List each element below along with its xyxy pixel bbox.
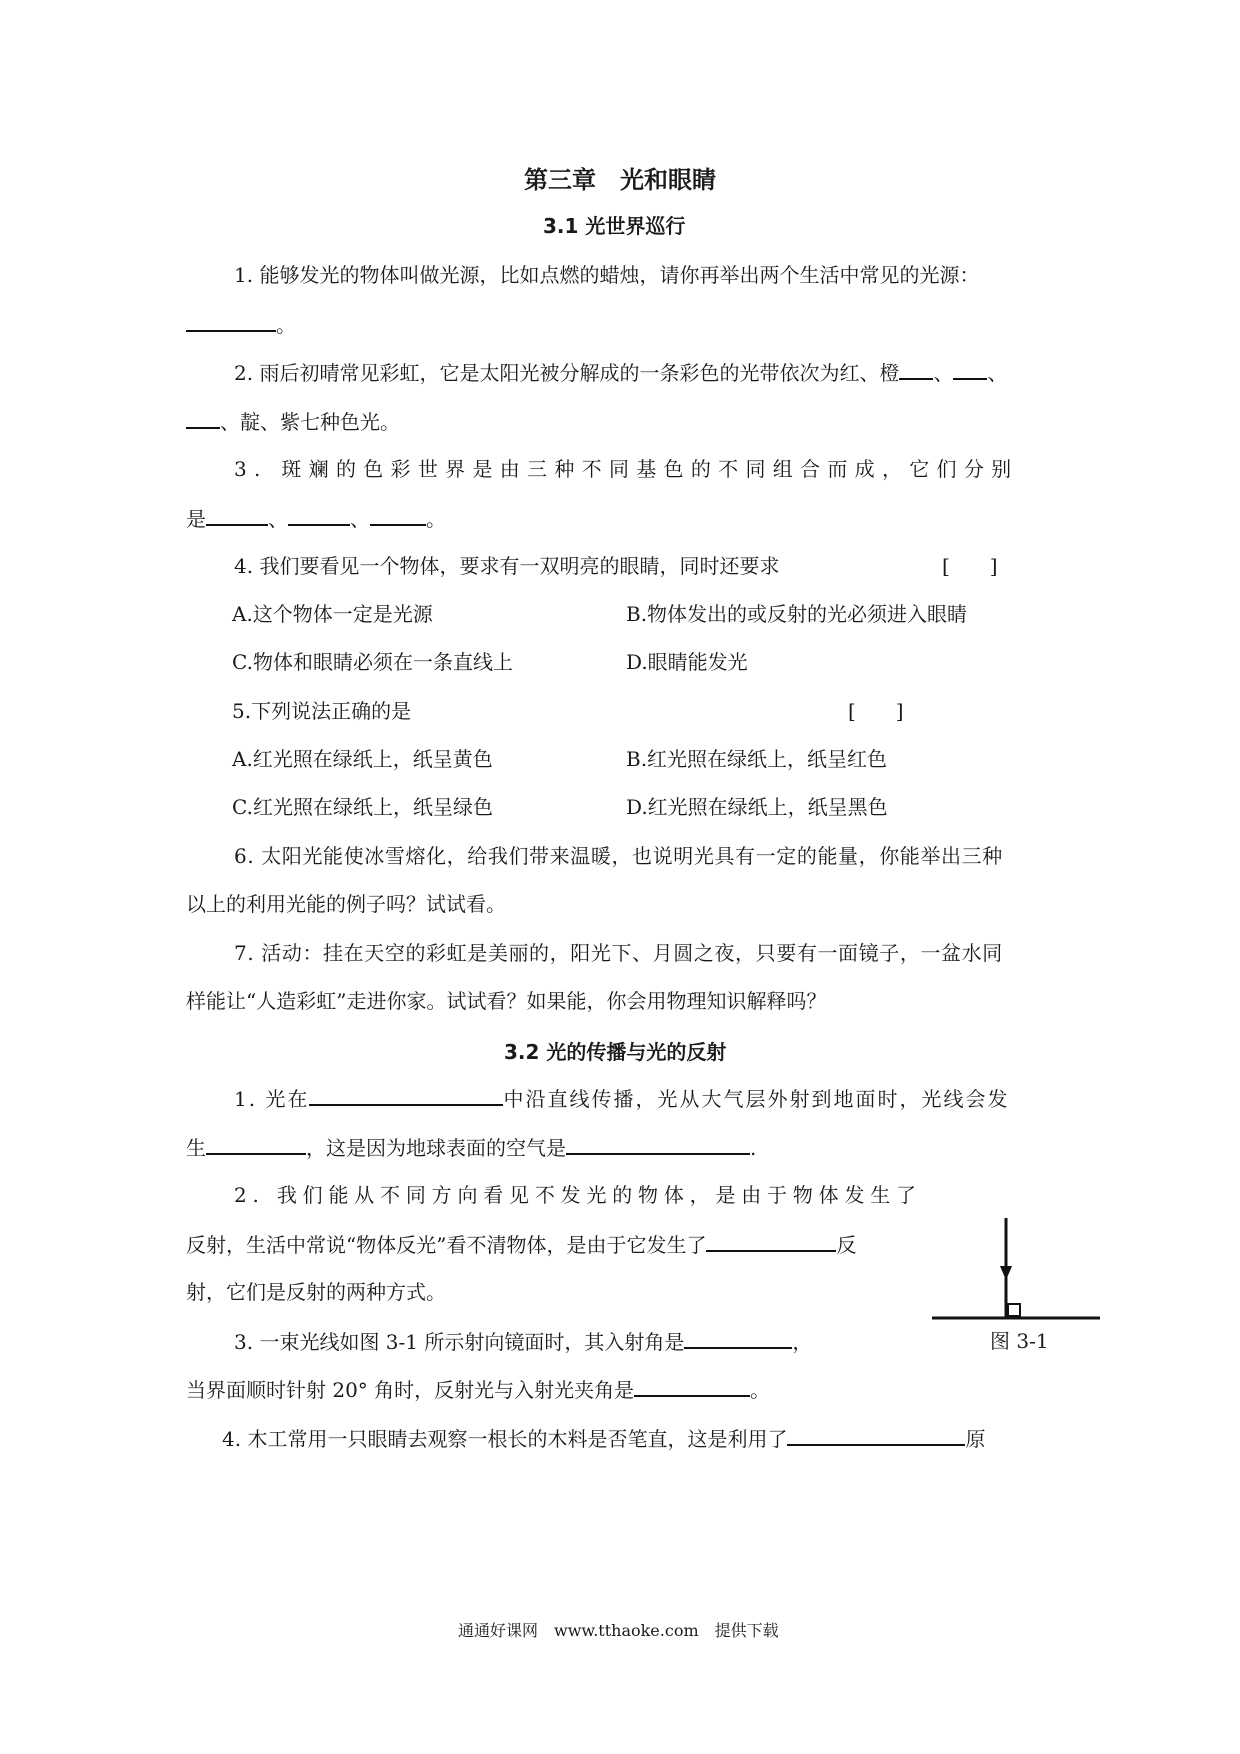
s1-q5-stem: 5.下列说法正确的是 bbox=[232, 699, 412, 723]
section-3-2-title: 3.2 光的传播与光的反射 bbox=[504, 1040, 727, 1064]
s1-q4-option-b[interactable]: B.物体发出的或反射的光必须进入眼睛 bbox=[626, 602, 968, 626]
s1-q4-option-c[interactable]: C.物体和眼睛必须在一条直线上 bbox=[232, 650, 513, 674]
s1-q4-stem: 4. 我们要看见一个物体，要求有一双明亮的眼睛，同时还要求 bbox=[234, 554, 780, 578]
s1-q4-option-d[interactable]: D.眼睛能发光 bbox=[626, 650, 748, 674]
s1-q1-line1: 1. 能够发光的物体叫做光源，比如点燃的蜡烛，请你再举出两个生活中常见的光源： bbox=[234, 263, 980, 287]
s1-q6-line2: 以上的利用光能的例子吗？试试看。 bbox=[186, 892, 506, 916]
answer-blank[interactable] bbox=[953, 358, 987, 380]
s2-q2-line1: 2. 我们能从不同方向看见不发光的物体，是由于物体发生了 bbox=[234, 1183, 922, 1207]
s2-q1-line2: 生 ，这是因为地球表面的空气是 . bbox=[186, 1133, 756, 1162]
s1-q5-option-c[interactable]: C.红光照在绿纸上，纸呈绿色 bbox=[232, 795, 493, 819]
s1-q5-option-a[interactable]: A.红光照在绿纸上，纸呈黄色 bbox=[232, 747, 493, 771]
s1-q5-bracket[interactable]: [ ] bbox=[848, 699, 904, 723]
answer-blank[interactable] bbox=[186, 310, 276, 332]
answer-blank[interactable] bbox=[706, 1230, 836, 1252]
s1-q4-bracket[interactable]: [ ] bbox=[942, 554, 998, 578]
s1-q3-line1: 3. 斑斓的色彩世界是由三种不同基色的不同组合而成，它们分别 bbox=[234, 457, 1019, 481]
s2-q2-line3: 射，它们是反射的两种方式。 bbox=[186, 1280, 446, 1304]
answer-blank[interactable] bbox=[186, 407, 220, 429]
answer-blank[interactable] bbox=[370, 504, 426, 526]
s1-q2-line2: 、靛、紫七种色光。 bbox=[186, 407, 400, 436]
answer-blank[interactable] bbox=[206, 1133, 306, 1155]
s1-q2-line1: 2. 雨后初晴常见彩虹，它是太阳光被分解成的一条彩色的光带依次为红、橙 、 、 bbox=[234, 358, 1007, 387]
s1-q5-option-d[interactable]: D.红光照在绿纸上，纸呈黑色 bbox=[626, 795, 888, 819]
s1-q4-option-a[interactable]: A.这个物体一定是光源 bbox=[232, 602, 433, 626]
s2-q1-line1: 1. 光在 中沿直线传播，光从大气层外射到地面时，光线会发 bbox=[234, 1084, 1009, 1113]
s1-q1-line2: 。 bbox=[186, 310, 296, 339]
s2-q3-line1: 3. 一束光线如图 3-1 所示射向镜面时，其入射角是 ， bbox=[234, 1327, 812, 1356]
answer-blank[interactable] bbox=[787, 1424, 965, 1446]
s2-q3-line2: 当界面顺时针射 20° 角时，反射光与入射光夹角是 。 bbox=[186, 1375, 770, 1404]
s2-q4-line1: 4. 木工常用一只眼睛去观察一根长的木料是否笔直，这是利用了 原 bbox=[222, 1424, 985, 1453]
arrowhead-icon bbox=[1000, 1266, 1012, 1280]
right-angle-marker bbox=[1008, 1304, 1020, 1316]
answer-blank[interactable] bbox=[566, 1133, 750, 1155]
s1-q7-line2: 样能让“人造彩虹”走进你家。试试看？如果能，你会用物理知识解释吗？ bbox=[186, 989, 827, 1013]
page-footer: 通通好课网 www.tthaoke.com 提供下载 bbox=[458, 1621, 779, 1640]
figure-3-1 bbox=[930, 1214, 1110, 1334]
answer-blank[interactable] bbox=[288, 504, 350, 526]
section-3-1-title: 3.1 光世界巡行 bbox=[543, 214, 686, 238]
answer-blank[interactable] bbox=[634, 1375, 750, 1397]
s1-q3-line2: 是 、 、 。 bbox=[186, 504, 446, 533]
s1-q7-line1: 7. 活动：挂在天空的彩虹是美丽的，阳光下、月圆之夜，只要有一面镜子，一盆水同 bbox=[234, 941, 1003, 965]
chapter-title: 第三章 光和眼睛 bbox=[524, 166, 716, 194]
answer-blank[interactable] bbox=[309, 1084, 503, 1106]
s2-q2-line2: 反射，生活中常说“物体反光”看不清物体，是由于它发生了 反 bbox=[186, 1230, 856, 1259]
answer-blank[interactable] bbox=[206, 504, 268, 526]
answer-blank[interactable] bbox=[684, 1327, 792, 1349]
s1-q6-line1: 6. 太阳光能使冰雪熔化，给我们带来温暖，也说明光具有一定的能量，你能举出三种 bbox=[234, 844, 1003, 868]
figure-3-1-label: 图 3-1 bbox=[990, 1329, 1049, 1353]
answer-blank[interactable] bbox=[899, 358, 933, 380]
s1-q5-option-b[interactable]: B.红光照在绿纸上，纸呈红色 bbox=[626, 747, 888, 771]
